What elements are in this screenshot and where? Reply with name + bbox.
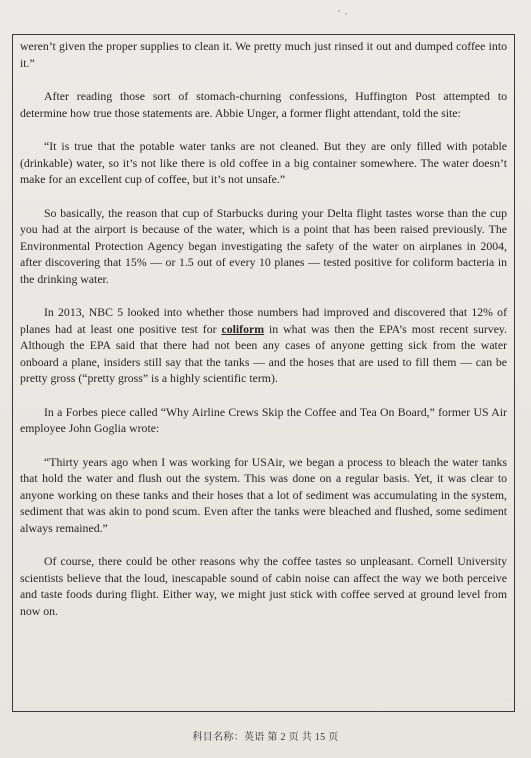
paragraph-nbc [20, 304, 507, 387]
keyword-coliform: coliform [221, 321, 265, 336]
scan-speck [345, 13, 347, 15]
passage-frame [12, 34, 515, 712]
quote-john-goglia: “Thirty years ago when I was working for USAir, we began a process to bleach the water tanks that hold the water and flush out the system. This was done on a regular basis. Yet, it was clear to anyone working on these tanks and their hoses that a lot of sediment was accumulating in the system, sediment that was akin to pond scum. Even after the tanks were bleached and flushed, some sediment always remained.” [20, 454, 507, 535]
scan-speck [338, 10, 340, 12]
nbc-text-before: In 2013, NBC 5 looked into whether those numbers had improved and discovered that 12% of planes had at least one positive test for [20, 305, 507, 336]
quote-abbie-unger: “It is true that the potable water tanks are not cleaned. But they are only filled with potable (drinkable) water, so it’s not like there is old coffee in a big container somewhere. The water doesn’t make for an excellent cup of coffee, but it’s not unsafe.” [20, 139, 507, 186]
paragraph-cornell: Of course, there could be other reasons why the coffee tastes so unpleasant. Cornell University scientists believe that the loud, inescapable sound of cabin noise can affect the way we both perceive and taste foods during flight. Either way, we might just stick with coffee served at ground level from now on. [20, 554, 507, 618]
page-footer: 科目名称：英语 第 2 页 共 15 页 [192, 732, 339, 743]
paragraph-forbes: In a Forbes piece called “Why Airline Crews Skip the Coffee and Tea On Board,” former US Air employee John Goglia wrote: [20, 404, 507, 435]
paragraph-epa: So basically, the reason that cup of Starbucks during your Delta flight tastes worse than the cup you had at the airport is because of the water, which is a point that has been raised previously. The Environmental Protection Agency began investigating the safety of the water on airplanes in 2004, after discovering that 15% — or 1.5 out of every 10 planes — tested positive for coliform bacteria in the drinking water. [20, 205, 507, 286]
nbc-text-after: in what was then the EPA’s most recent survey. Although the EPA said that there had not been any cases of anyone getting sick from the water onboard a plane, insiders still say that the tanks — and the hoses that are used to fill them — can be pretty gross (“pretty gross” is a highly scientific term). [20, 321, 508, 385]
paragraph-huffington: After reading those sort of stomach-churning confessions, Huffington Post attempted to determine how true those statements are. Abbie Unger, a former flight attendant, told the site: [20, 89, 507, 120]
paragraph-continuation: weren’t given the proper supplies to clean it. We pretty much just rinsed it out and dumped coffee into it.” [20, 39, 507, 70]
